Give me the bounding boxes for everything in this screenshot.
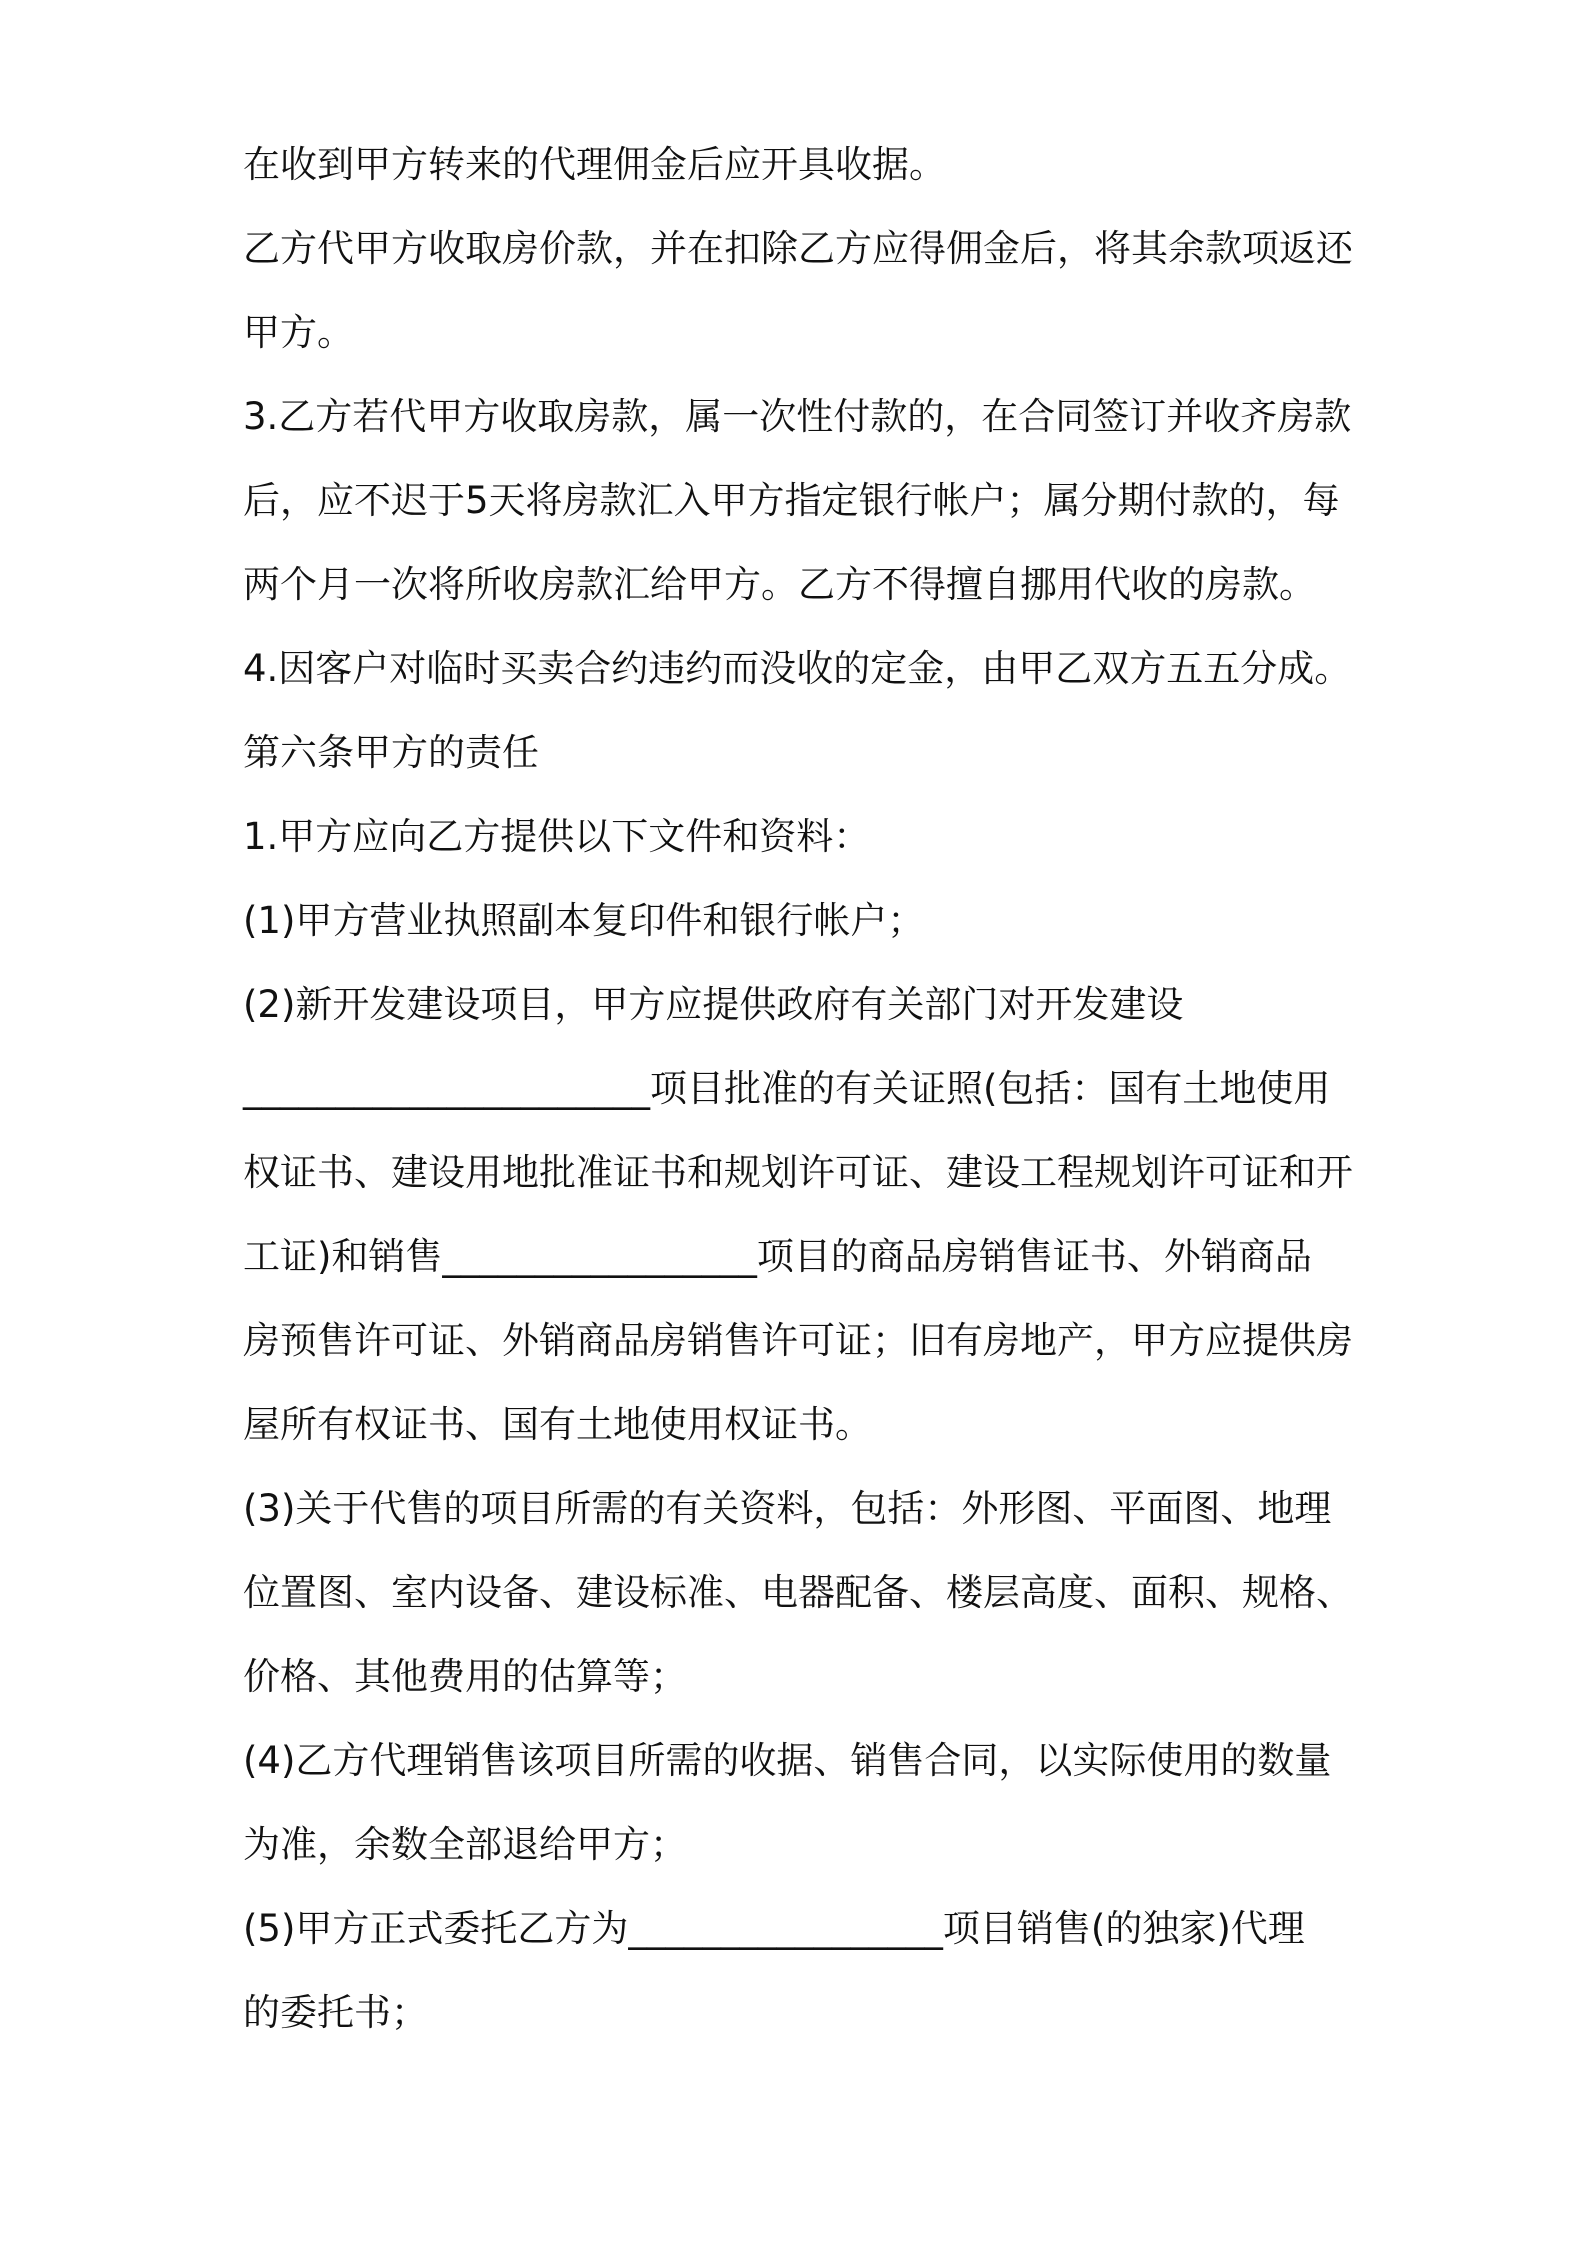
text-line: 1.甲方应向乙方提供以下文件和资料： bbox=[243, 815, 871, 858]
section-heading: 第六条甲方的责任 bbox=[243, 731, 539, 774]
text-line: (4)乙方代理销售该项目所需的收据、销售合同，以实际使用的数量 bbox=[243, 1739, 1332, 1782]
text-line: 两个月一次将所收房款汇给甲方。乙方不得擅自挪用代收的房款。 bbox=[243, 563, 1316, 606]
text-line: 权证书、建设用地批准证书和规划许可证、建设工程规划许可证和开 bbox=[243, 1151, 1353, 1194]
text-line: 甲方。 bbox=[243, 311, 354, 354]
text-line: (1)甲方营业执照副本复印件和银行帐户； bbox=[243, 899, 925, 942]
text-line: 工证)和销售_________________项目的商品房销售证书、外销商品 bbox=[243, 1235, 1312, 1278]
text-line: (3)关于代售的项目所需的有关资料，包括：外形图、平面图、地理 bbox=[243, 1487, 1332, 1530]
text-line: 房预售许可证、外销商品房销售许可证；旧有房地产，甲方应提供房 bbox=[243, 1319, 1353, 1362]
text-line: 在收到甲方转来的代理佣金后应开具收据。 bbox=[243, 143, 946, 186]
text-line: ______________________项目批准的有关证照(包括：国有土地使用 bbox=[243, 1067, 1331, 1110]
text-line: 价格、其他费用的估算等； bbox=[243, 1655, 687, 1698]
text-line: 屋所有权证书、国有土地使用权证书。 bbox=[243, 1403, 872, 1446]
text-line: 位置图、室内设备、建设标准、电器配备、楼层高度、面积、规格、 bbox=[243, 1571, 1353, 1614]
text-line: 3.乙方若代甲方收取房款，属一次性付款的，在合同签订并收齐房款 bbox=[243, 395, 1352, 438]
text-line: 4.因客户对临时买卖合约违约而没收的定金，由甲乙双方五五分成。 bbox=[243, 647, 1352, 690]
text-line: 乙方代甲方收取房价款，并在扣除乙方应得佣金后，将其余款项返还 bbox=[243, 227, 1353, 270]
text-line: (2)新开发建设项目，甲方应提供政府有关部门对开发建设 bbox=[243, 983, 1184, 1026]
text-line: 后，应不迟于5天将房款汇入甲方指定银行帐户；属分期付款的，每 bbox=[243, 479, 1340, 522]
document-body bbox=[243, 123, 1363, 2055]
text-line: 为准，余数全部退给甲方； bbox=[243, 1823, 687, 1866]
text-line: 的委托书； bbox=[243, 1991, 428, 2034]
text-line: (5)甲方正式委托乙方为_________________项目销售(的独家)代理 bbox=[243, 1907, 1305, 1950]
